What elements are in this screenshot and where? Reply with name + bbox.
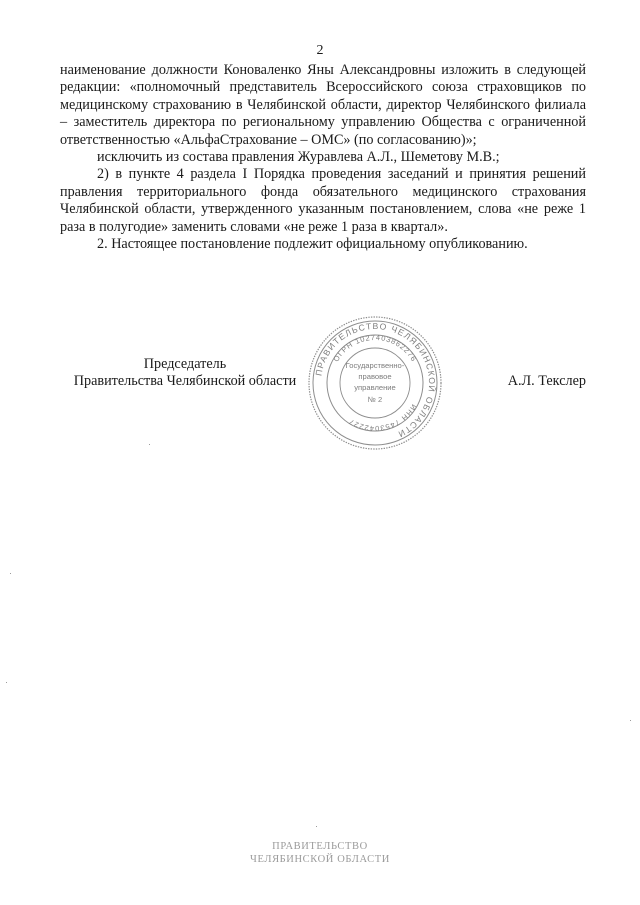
- paragraph-exclusion: исключить из состава правления Журавлева А.Л., Шеметову М.В.;: [97, 149, 500, 166]
- paragraph-membership-wording: наименование должности Коноваленко Яны Александровны изложить в следующей редакции: «полномочный представитель Всероссийского союза страховщиков по медицинскому страхованию в Челябинской области, директор Челябинского филиала – заместитель директора по региональному управлению Общества с ограниченной ответственностью «АльфаСтрахование – ОМС» (по согласованию)»;: [60, 62, 586, 148]
- scan-speck: [6, 682, 7, 683]
- page-number: 2: [316, 43, 324, 58]
- footer-line-2: ЧЕЛЯБИНСКОЙ ОБЛАСТИ: [250, 854, 390, 865]
- paragraph-meeting-frequency: 2) в пункте 4 раздела I Порядка проведения заседаний и принятия решений правления территориального фонда обязательного медицинского страхования Челябинской области, утвержденного указанным постановлением, слова «не реже 1 раза в полугодие» заменить словами «не реже 1 раза в квартал».: [60, 166, 586, 235]
- seal-center-line-4: № 2: [367, 395, 383, 404]
- official-seal-stamp: [300, 308, 450, 458]
- signer-title-line-2: Правительства Челябинской области: [73, 373, 297, 389]
- document-body: [60, 62, 586, 253]
- signer-title-line-1: Председатель: [143, 356, 227, 372]
- signer-title: [60, 356, 310, 390]
- seal-ogrn-text: ОГРН 1027403862276: [331, 332, 419, 364]
- seal-center-line-3: управление: [354, 383, 396, 392]
- seal-center-line-1: Государственно-: [345, 361, 405, 370]
- seal-center-line-2: правовое: [358, 372, 392, 381]
- footer-line-1: ПРАВИТЕЛЬСТВО: [272, 841, 368, 852]
- scan-speck: [630, 720, 631, 721]
- signer-name: А.Л. Текслер: [507, 373, 586, 389]
- seal-inn-text: ИНН 7453042227: [346, 402, 419, 434]
- scan-speck: [316, 826, 317, 827]
- paragraph-publication: 2. Настоящее постановление подлежит официальному опубликованию.: [97, 236, 528, 253]
- footer-watermark: [0, 840, 640, 866]
- seal-ring-text: ПРАВИТЕЛЬСТВО ЧЕЛЯБИНСКОЙ ОБЛАСТИ: [313, 320, 438, 440]
- seal-graphic: [300, 308, 450, 458]
- scan-speck: [10, 573, 11, 574]
- scan-speck: [149, 444, 150, 445]
